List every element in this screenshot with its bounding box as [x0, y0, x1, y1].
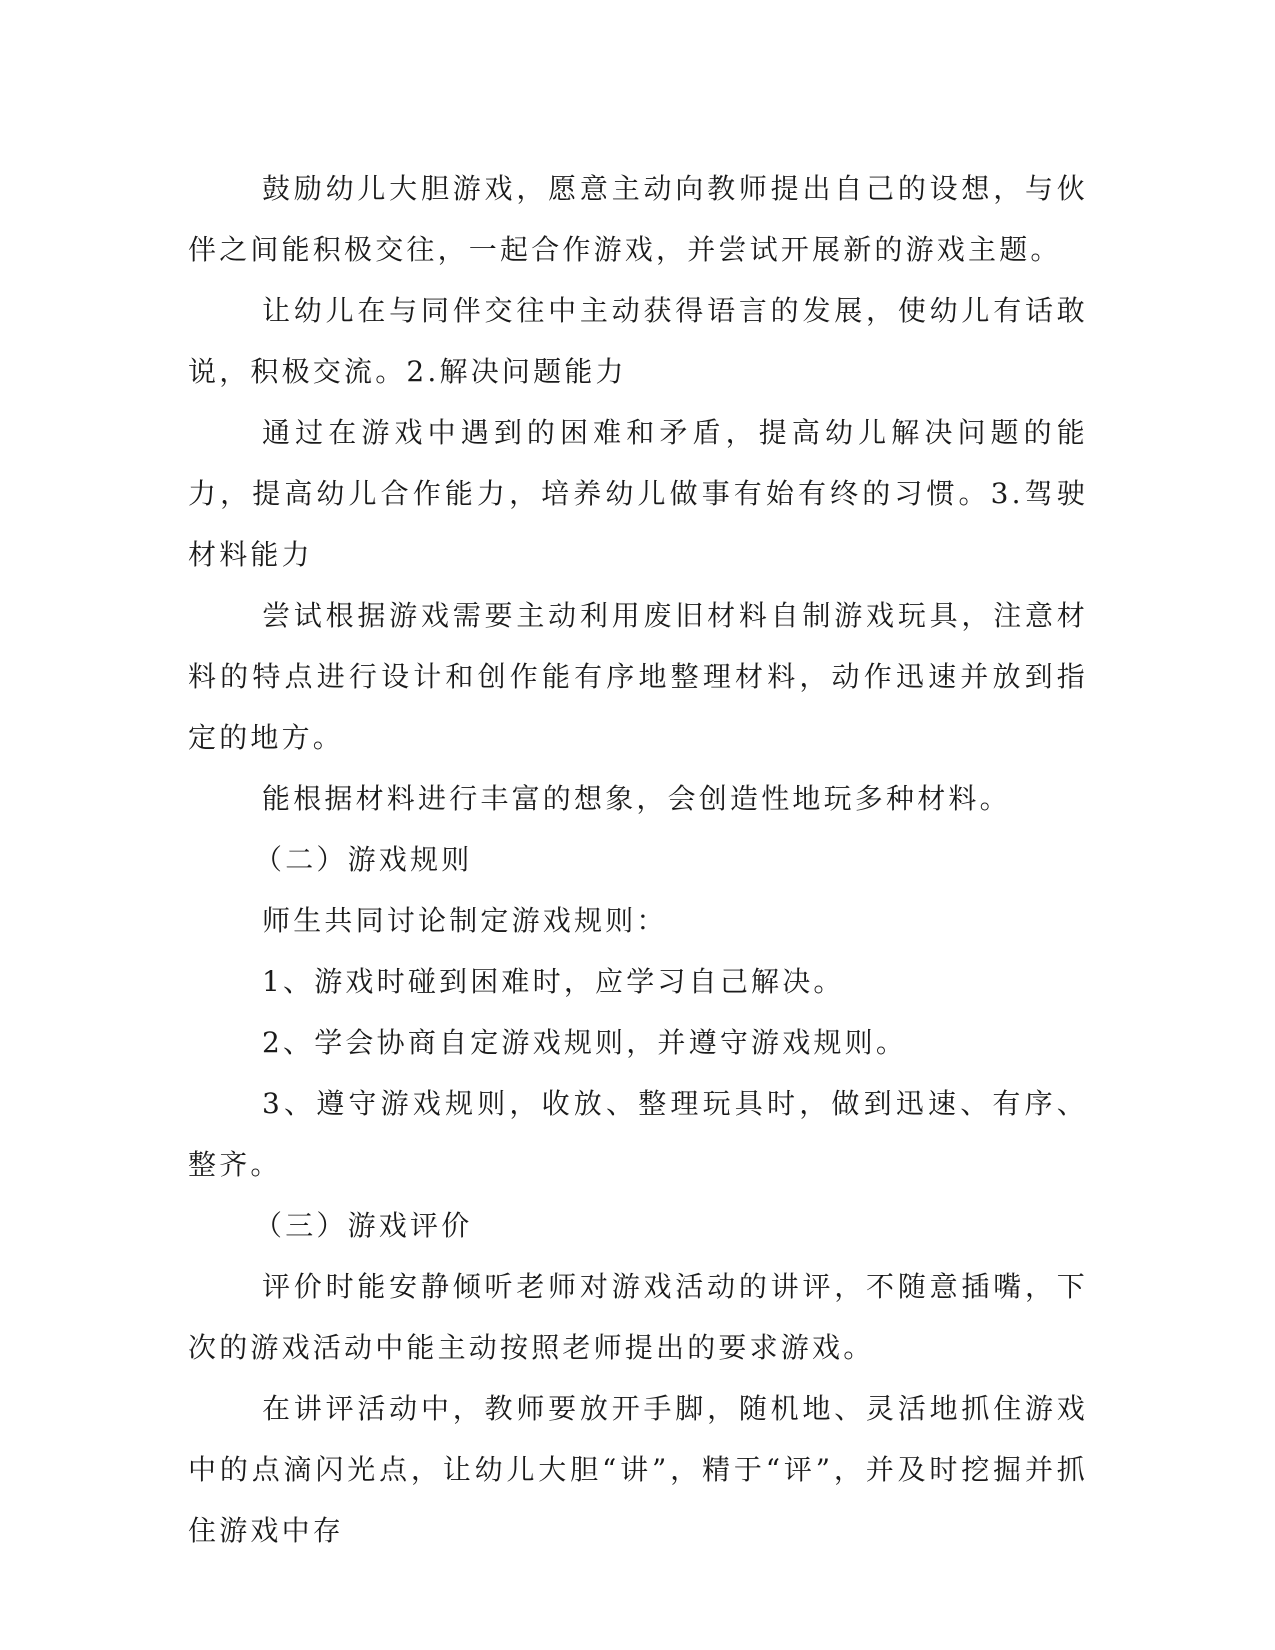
paragraph-materials: 尝试根据游戏需要主动利用废旧材料自制游戏玩具，注意材料的特点进行设计和创作能有序地整理材料，动作迅速并放到指定的地方。 [188, 599, 1088, 754]
paragraph-encourage-play: 鼓励幼儿大胆游戏，愿意主动向教师提出自己的设想，与伙伴之间能积极交往，一起合作游戏，并尝试开展新的游戏主题。 [188, 172, 1088, 266]
rule-item-2: 2、学会协商自定游戏规则，并遵守游戏规则。 [262, 1026, 908, 1059]
paragraph-rules-intro: 师生共同讨论制定游戏规则： [262, 904, 668, 937]
paragraph-imagination: 能根据材料进行丰富的想象，会创造性地玩多种材料。 [262, 782, 1011, 815]
section-heading-game-rules: （二）游戏规则 [254, 843, 473, 876]
section-heading-game-evaluation: （三）游戏评价 [254, 1209, 473, 1242]
paragraph-problem-solving: 通过在游戏中遇到的困难和矛盾，提高幼儿解决问题的能力，提高幼儿合作能力，培养幼儿做事有始有终的习惯。3.驾驶材料能力 [188, 416, 1088, 571]
paragraph-language-development: 让幼儿在与同伴交往中主动获得语言的发展，使幼儿有话敢说，积极交流。2.解决问题能力 [188, 294, 1088, 388]
paragraph-evaluation-activity: 在讲评活动中，教师要放开手脚，随机地、灵活地抓住游戏中的点滴闪光点，让幼儿大胆“讲”，精于“评”，并及时挖掘并抓住游戏中存 [188, 1392, 1088, 1547]
document-body [188, 158, 1088, 1561]
rule-item-3: 3、遵守游戏规则，收放、整理玩具时，做到迅速、有序、整齐。 [188, 1087, 1088, 1181]
paragraph-evaluation-listening: 评价时能安静倾听老师对游戏活动的讲评，不随意插嘴，下次的游戏活动中能主动按照老师提出的要求游戏。 [188, 1270, 1088, 1364]
rule-item-1: 1、游戏时碰到困难时，应学习自己解决。 [262, 965, 845, 998]
